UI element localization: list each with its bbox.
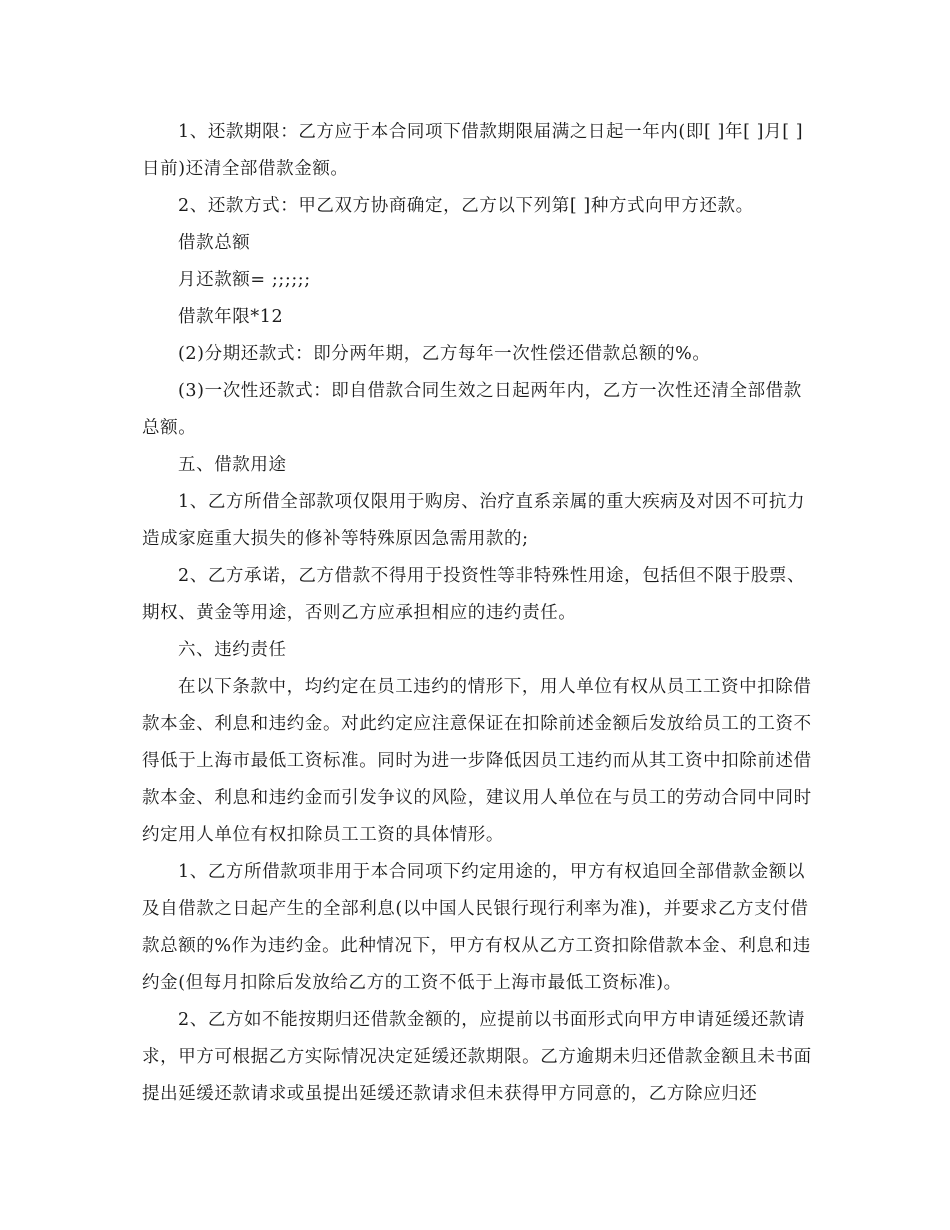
breach-intro-paragraph: 在以下条款中，均约定在员工违约的情形下，用人单位有权从员工工资中扣除借款本金、利息和违约金。对此约定应注意保证在扣除前述金额后发放给员工的工资不得低于上海市最低工资标准。同时为进一步降低因员工违约而从其工资中扣除前述借款本金、利息和违约金而引发争议的风险，建议用人单位在与员工的劳动合同中同时约定用人单位有权扣除员工工资的具体情形。 (142, 677, 812, 845)
loan-purpose-clause-2: 2、乙方承诺，乙方借款不得用于投资性等非特殊性用途，包括但不限于股票、期权、黄金等用途，否则乙方应承担相应的违约责任。 (142, 566, 806, 623)
formula-denominator: 借款年限*12 (178, 307, 284, 327)
repayment-method-clause: 2、还款方式：甲乙双方协商确定，乙方以下列第[ ]种方式向甲方还款。 (178, 196, 754, 216)
formula-numerator: 借款总额 (178, 233, 251, 253)
section-heading-loan-purpose: 五、借款用途 (178, 455, 287, 475)
breach-clause-2: 2、乙方如不能按期归还借款金额的，应提前以书面形式向甲方申请延缓还款请求，甲方可根据乙方实际情况决定延缓还款期限。乙方逾期未归还借款金额且未书面提出延缓还款请求或虽提出延缓还款请求但未获得甲方同意的，乙方除应归还 (142, 1010, 812, 1104)
repayment-term-clause: 1、还款期限：乙方应于本合同项下借款期限届满之日起一年内(即[ ]年[ ]月[ ]日前)还清全部借款金额。 (142, 122, 804, 179)
formula-monthly-payment: 月还款额= ;;;;;; (178, 270, 311, 290)
document-body (142, 114, 812, 1113)
loan-purpose-clause-1: 1、乙方所借全部款项仅限用于购房、治疗直系亲属的重大疾病及对因不可抗力造成家庭重大损失的修补等特殊原因急需用款的; (142, 492, 806, 549)
installment-method-clause: (2)分期还款式：即分两年期，乙方每年一次性偿还借款总额的%。 (178, 344, 711, 364)
lump-sum-method-clause: (3)一次性还款式：即自借款合同生效之日起两年内，乙方一次性还清全部借款总额。 (142, 381, 802, 438)
section-heading-breach-liability: 六、违约责任 (178, 640, 287, 660)
breach-clause-1: 1、乙方所借款项非用于本合同项下约定用途的，甲方有权追回全部借款金额以及自借款之日起产生的全部利息(以中国人民银行现行利率为准)，并要求乙方支付借款总额的%作为违约金。此种情况下，甲方有权从乙方工资扣除借款本金、利息和违约金(但每月扣除后发放给乙方的工资不低于上海市最低工资标准)。 (142, 862, 811, 993)
